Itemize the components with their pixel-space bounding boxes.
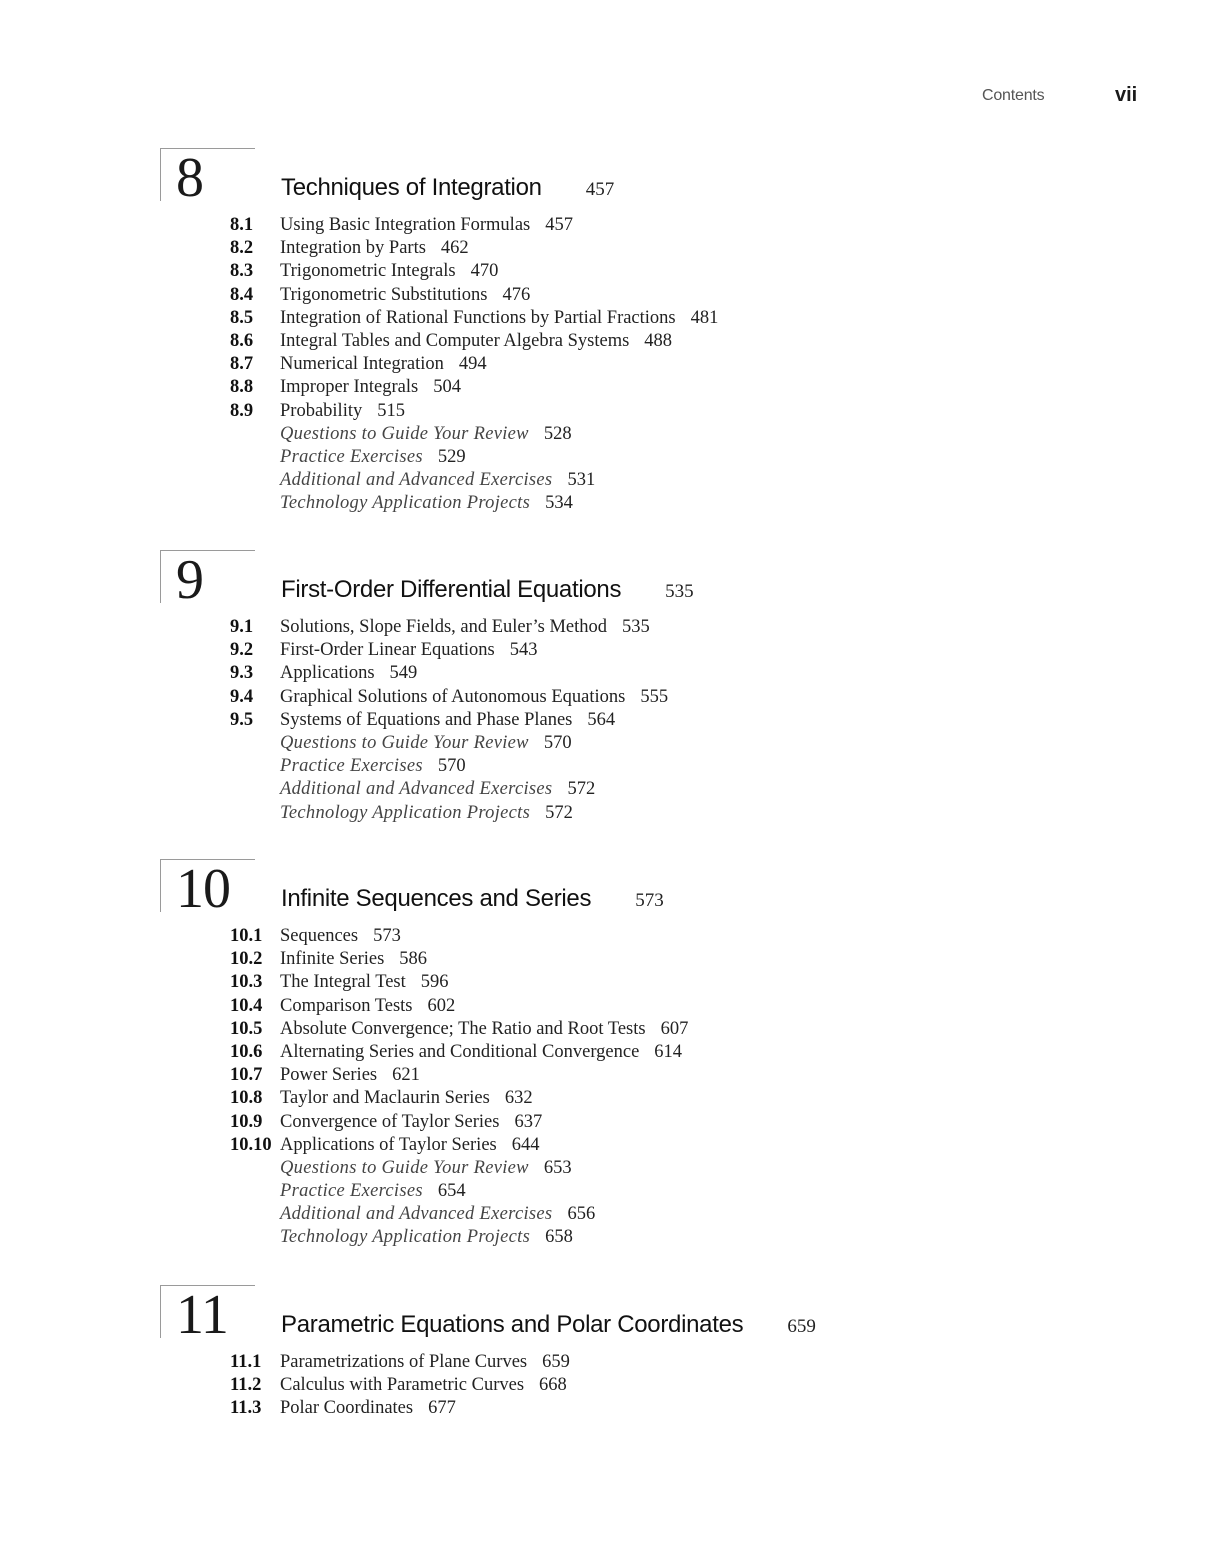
section-title[interactable]: Using Basic Integration Formulas [280,215,531,235]
section-entry[interactable] [230,214,718,237]
end-matter-entry[interactable] [230,469,718,492]
running-head [0,84,1214,108]
section-number: 10.7 [230,1065,263,1086]
section-number: 11.1 [230,1352,262,1372]
section-page: 543 [509,640,538,661]
chapter-page: 659 [787,1316,816,1337]
section-entry[interactable] [230,639,668,662]
section-list [230,925,688,1250]
section-number: 9.4 [230,686,254,707]
section-page: 644 [511,1134,540,1155]
end-matter-entry[interactable] [230,423,718,446]
section-entry[interactable] [230,616,668,639]
section-page: 470 [470,261,499,282]
chapter-title[interactable]: Parametric Equations and Polar Coordinates [281,1311,744,1338]
section-title[interactable]: Improper Integrals [280,377,419,398]
section-page: 457 [545,215,573,235]
section-title[interactable]: Systems of Equations and Phase Planes [280,709,573,730]
end-matter-page: 570 [437,756,466,777]
end-matter-entry[interactable] [230,446,718,469]
chapter-title[interactable]: Techniques of Integration [281,174,542,201]
section-entry[interactable] [230,284,718,307]
section-number: 8.9 [230,400,254,421]
section-number: 8.6 [230,330,254,351]
section-number: 10.3 [230,972,263,993]
section-page: 549 [389,663,418,684]
section-entry[interactable] [230,376,718,399]
section-number: 11.3 [230,1398,262,1419]
section-entry[interactable] [230,260,718,283]
section-page: 535 [622,617,650,637]
section-number: 9.1 [230,617,254,637]
chapter-number: 10 [176,858,230,920]
section-title[interactable]: First-Order Linear Equations [280,640,495,661]
section-title[interactable]: Sequences [280,926,359,946]
section-entry[interactable] [230,709,668,732]
chapter-number-frame [160,148,255,201]
section-number: 8.8 [230,377,254,398]
section-page: 632 [504,1088,533,1109]
section-number: 8.3 [230,261,254,282]
end-matter-entry[interactable] [230,1203,688,1226]
end-matter-page: 531 [567,470,596,491]
section-entry[interactable] [230,1064,688,1087]
section-number: 10.8 [230,1088,263,1109]
section-page: 637 [514,1111,543,1132]
section-page: 504 [433,377,461,398]
chapter-title[interactable]: First-Order Differential Equations [281,576,622,603]
end-matter-entry[interactable] [230,732,668,755]
end-matter-entry[interactable] [230,492,718,515]
section-page: 659 [542,1352,570,1372]
section-entry[interactable] [230,686,668,709]
end-matter-page: 529 [437,446,466,467]
section-number: 10.1 [230,926,263,946]
chapter-heading[interactable] [281,576,694,604]
section-page: 677 [428,1398,456,1419]
chapter-number: 11 [176,1284,228,1346]
section-title[interactable]: Parametrizations of Plane Curves [280,1352,528,1372]
section-title[interactable]: Probability [280,400,363,421]
end-matter-entry[interactable] [230,802,668,825]
section-page: 668 [539,1375,567,1396]
section-number: 10.2 [230,949,263,970]
section-title[interactable]: Numerical Integration [280,354,444,375]
end-matter-page: 653 [543,1157,572,1178]
end-matter-title[interactable]: Additional and Advanced Exercises [280,470,553,491]
section-page: 476 [502,284,531,305]
section-entry[interactable] [230,1134,688,1157]
section-title[interactable]: Applications [280,663,375,684]
section-title[interactable]: Taylor and Maclaurin Series [280,1088,490,1109]
section-page: 488 [644,330,673,351]
chapter-number: 9 [176,549,203,611]
section-entry[interactable] [230,1018,688,1041]
section-entry[interactable] [230,995,688,1018]
end-matter-page: 572 [567,779,596,800]
section-number: 8.5 [230,307,254,328]
end-matter-title[interactable]: Practice Exercises [280,446,423,467]
section-title[interactable]: Integration of Rational Functions by Partial Fractions [280,307,676,328]
end-matter-title[interactable]: Additional and Advanced Exercises [280,1204,553,1225]
section-number: 9.2 [230,640,254,661]
section-number: 10.9 [230,1111,263,1132]
section-entry[interactable] [230,662,668,685]
section-page: 564 [587,709,616,730]
end-matter-entry[interactable] [230,778,668,801]
chapter-heading[interactable] [281,174,614,202]
section-number: 10.10 [230,1134,272,1155]
end-matter-page: 572 [545,802,573,823]
chapter-page: 457 [585,179,615,200]
section-entry[interactable] [230,330,718,353]
section-title[interactable]: Integral Tables and Computer Algebra Systems [280,330,630,351]
end-matter-page: 534 [545,493,573,514]
section-page: 586 [399,949,428,970]
section-title[interactable]: The Integral Test [280,972,406,993]
end-matter-page: 528 [543,423,572,444]
section-page: 596 [420,972,449,993]
section-title[interactable]: Power Series [280,1065,378,1086]
section-list [230,616,668,825]
section-page: 515 [377,400,405,421]
section-page: 573 [373,926,401,946]
end-matter-title[interactable]: Technology Application Projects [280,802,531,823]
chapter-title[interactable]: Infinite Sequences and Series [281,885,592,912]
section-entry[interactable] [230,307,718,330]
section-list [230,1351,570,1421]
section-page: 607 [660,1018,689,1039]
section-number: 8.7 [230,354,254,375]
section-title[interactable]: Absolute Convergence; The Ratio and Root Tests [280,1018,646,1039]
section-entry[interactable] [230,237,718,260]
section-list [230,214,718,515]
end-matter-page: 656 [567,1204,596,1225]
end-matter-title[interactable]: Practice Exercises [280,756,423,777]
section-number: 8.2 [230,238,254,259]
section-title[interactable]: Alternating Series and Conditional Convergence [280,1041,640,1062]
section-title[interactable]: Solutions, Slope Fields, and Euler’s Method [280,617,608,637]
section-number: 8.4 [230,284,254,305]
section-page: 555 [640,686,669,707]
end-matter-title[interactable]: Technology Application Projects [280,493,531,514]
page-number: vii [1115,84,1138,106]
section-page: 481 [690,307,719,328]
section-entry[interactable] [230,925,688,948]
section-number: 10.4 [230,995,263,1016]
end-matter-title[interactable]: Practice Exercises [280,1181,423,1202]
section-title[interactable]: Trigonometric Substitutions [280,284,488,305]
end-matter-entry[interactable] [230,1226,688,1249]
section-entry[interactable] [230,1397,570,1420]
end-matter-entry[interactable] [230,755,668,778]
end-matter-title[interactable]: Questions to Guide Your Review [280,1157,529,1178]
end-matter-page: 570 [543,732,572,753]
section-number: 8.1 [230,215,254,235]
section-title[interactable]: Integration by Parts [280,238,426,259]
end-matter-title[interactable]: Questions to Guide Your Review [280,423,529,444]
section-entry[interactable] [230,1041,688,1064]
end-matter-entry[interactable] [230,1180,688,1203]
section-number: 11.2 [230,1375,262,1396]
chapter-number: 8 [176,147,203,209]
chapter-heading[interactable] [281,885,664,913]
end-matter-title[interactable]: Questions to Guide Your Review [280,732,529,753]
section-number: 9.3 [230,663,254,684]
section-entry[interactable] [230,948,688,971]
section-entry[interactable] [230,971,688,994]
section-entry[interactable] [230,1111,688,1134]
section-page: 462 [440,238,469,259]
section-number: 10.6 [230,1041,263,1062]
chapter-page: 535 [665,581,694,602]
section-entry[interactable] [230,1087,688,1110]
end-matter-page: 654 [437,1181,466,1202]
chapter-number-frame [160,550,255,603]
end-matter-title[interactable]: Technology Application Projects [280,1227,531,1248]
section-title[interactable]: Graphical Solutions of Autonomous Equations [280,686,626,707]
section-entry[interactable] [230,353,718,376]
chapter-heading[interactable] [281,1311,816,1339]
end-matter-title[interactable]: Additional and Advanced Exercises [280,779,553,800]
section-title[interactable]: Calculus with Parametric Curves [280,1375,525,1396]
section-title[interactable]: Comparison Tests [280,995,413,1016]
running-head-label: Contents [982,87,1045,104]
section-entry[interactable] [230,1374,570,1397]
section-entry[interactable] [230,400,718,423]
end-matter-page: 658 [545,1227,573,1248]
section-page: 621 [392,1065,420,1086]
section-title[interactable]: Convergence of Taylor Series [280,1111,500,1132]
section-title[interactable]: Applications of Taylor Series [280,1134,497,1155]
section-number: 9.5 [230,709,254,730]
section-title[interactable]: Infinite Series [280,949,385,970]
section-number: 10.5 [230,1018,263,1039]
chapter-page: 573 [635,890,664,911]
section-title[interactable]: Trigonometric Integrals [280,261,456,282]
section-page: 614 [654,1041,683,1062]
section-entry[interactable] [230,1351,570,1374]
section-title[interactable]: Polar Coordinates [280,1398,414,1419]
section-page: 494 [458,354,487,375]
end-matter-entry[interactable] [230,1157,688,1180]
section-page: 602 [427,995,456,1016]
